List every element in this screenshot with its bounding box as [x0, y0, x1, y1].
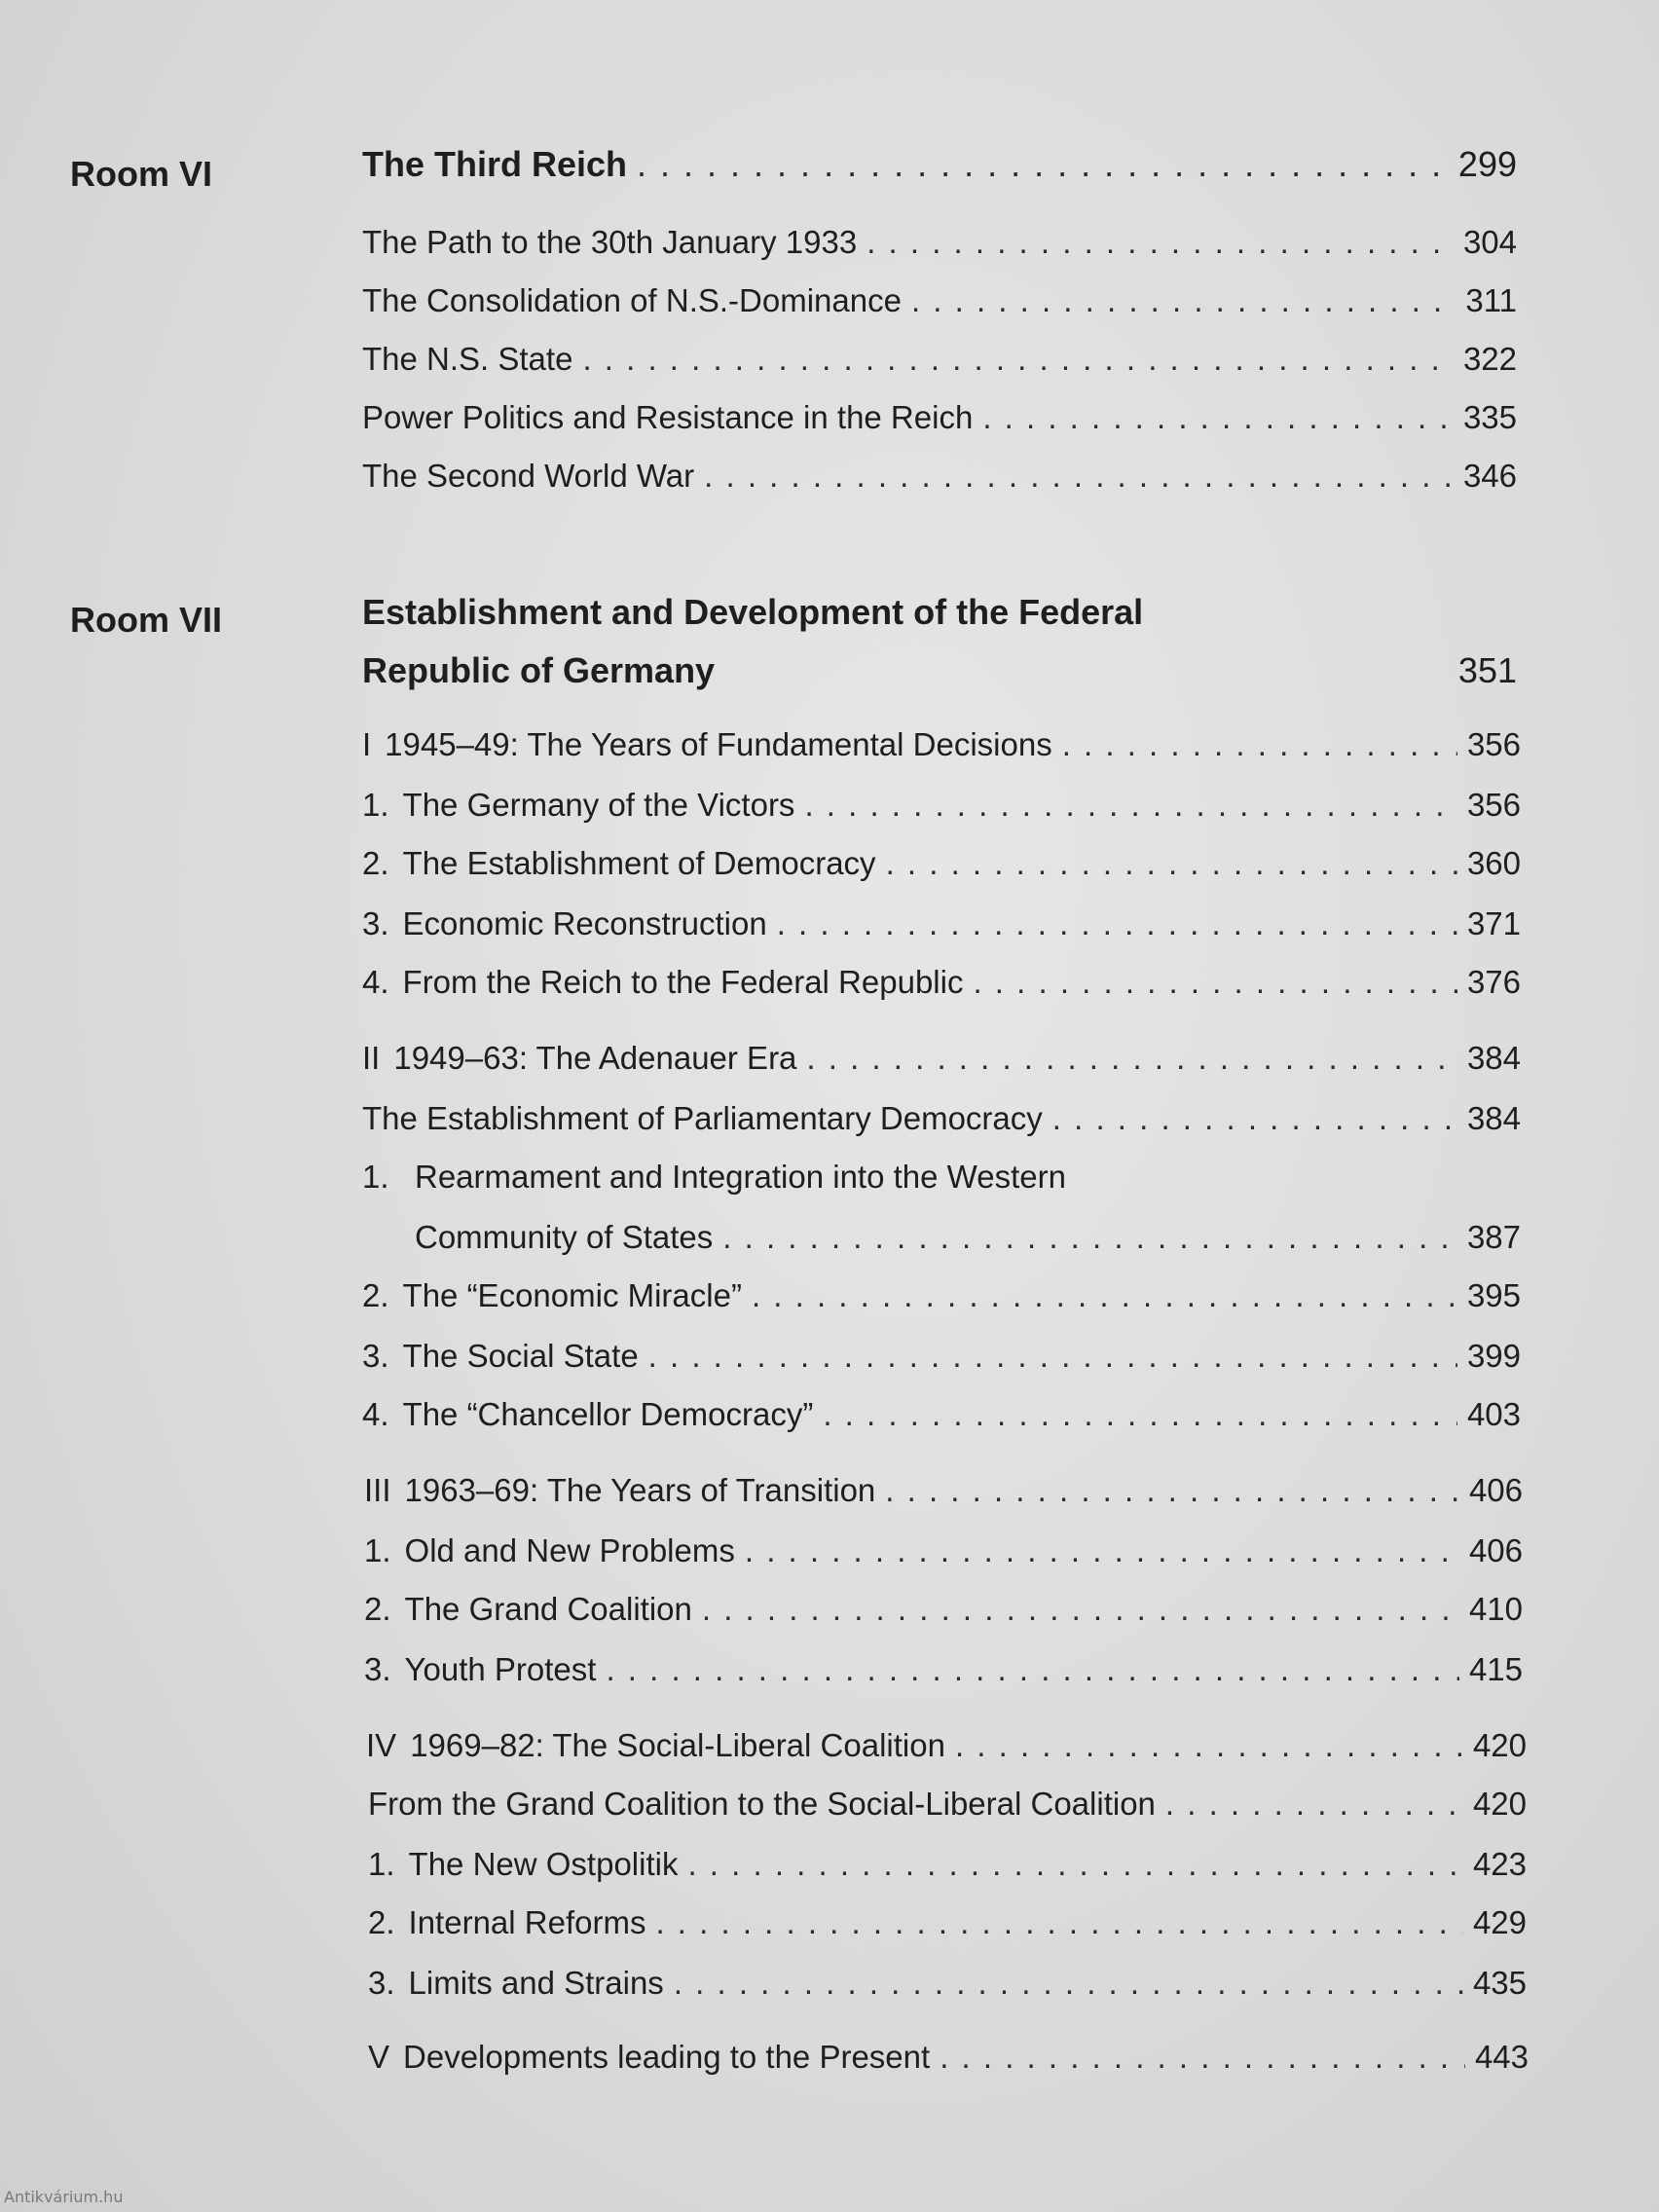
- toc-entry-title: The Consolidation of N.S.-Dominance: [362, 282, 902, 318]
- dot-leader: [745, 1532, 1459, 1569]
- dot-leader: [637, 144, 1449, 185]
- dot-leader: [777, 905, 1457, 942]
- dot-leader: [1062, 726, 1457, 763]
- toc-entry-title: Old and New Problems: [404, 1532, 735, 1568]
- toc-entry-title: 1969–82: The Social-Liberal Coalition: [410, 1727, 945, 1763]
- toc-entry-number: 4.: [362, 964, 389, 1000]
- dot-leader: [655, 1904, 1462, 1941]
- toc-entry-number: 1.: [362, 787, 389, 823]
- toc-entry-title: 1963–69: The Years of Transition: [404, 1472, 876, 1508]
- dot-leader: [911, 282, 1456, 319]
- toc-entry-number: I: [362, 726, 372, 762]
- toc-page-number: 311: [1465, 282, 1517, 318]
- dot-leader: [704, 458, 1454, 495]
- toc-entry-title: Power Politics and Resistance in the Reich: [362, 399, 974, 435]
- toc-entry-title: The Establishment of Democracy: [402, 845, 876, 881]
- dot-leader: [885, 1472, 1459, 1509]
- toc-page-number: 384: [1466, 1040, 1521, 1076]
- toc-entry-title: 1945–49: The Years of Fundamental Decisions: [385, 726, 1052, 762]
- toc-entry-title: 1949–63: The Adenauer Era: [393, 1040, 797, 1076]
- toc-entry: [362, 1338, 1521, 1375]
- toc-entry-number: 3.: [362, 1338, 389, 1374]
- watermark-logo: Antikvárium.hu: [4, 2188, 124, 2206]
- toc-heading-federal-republic: [362, 650, 1517, 691]
- dot-leader: [866, 224, 1454, 261]
- toc-page-number: 360: [1466, 845, 1521, 881]
- toc-entry: [362, 905, 1521, 942]
- toc-entry: [362, 1277, 1521, 1314]
- toc-entry: [362, 282, 1517, 319]
- toc-page-number: 376: [1466, 964, 1521, 1000]
- toc-page-number: 356: [1466, 787, 1521, 823]
- toc-entry-number: 2.: [364, 1591, 391, 1627]
- toc-page-number: 435: [1472, 1965, 1527, 2001]
- dot-leader: [1052, 1100, 1457, 1137]
- toc-entry-title: From the Reich to the Federal Republic: [402, 964, 964, 1000]
- toc-page-number: 423: [1472, 1846, 1527, 1882]
- toc-heading-title: The Third Reich: [362, 144, 628, 184]
- toc-entry: [362, 1396, 1521, 1433]
- toc-entry: [368, 1786, 1527, 1823]
- toc-entry-title: Economic Reconstruction: [402, 905, 767, 941]
- toc-page-number: 395: [1466, 1277, 1521, 1313]
- toc-entry-number: 1.: [362, 1159, 389, 1195]
- toc-entry-number: 2.: [362, 845, 389, 881]
- toc-entry: [368, 1846, 1527, 1883]
- toc-entry-number: II: [362, 1040, 381, 1076]
- toc-entry-number: 4.: [362, 1396, 389, 1432]
- toc-entry: [362, 845, 1521, 882]
- toc-entry: [368, 2039, 1529, 2076]
- toc-heading-federal-republic-line1: Establishment and Development of the Federal: [362, 592, 1144, 632]
- toc-entry: [362, 964, 1521, 1001]
- toc-entry-title: Youth Protest: [404, 1651, 597, 1687]
- toc-page-number: 387: [1466, 1219, 1521, 1255]
- toc-entry-title: The Social State: [402, 1338, 639, 1374]
- toc-entry-number: 2.: [368, 1904, 395, 1940]
- toc-entry: [415, 1219, 1521, 1256]
- toc-entry: [362, 726, 1521, 763]
- toc-entry: [362, 1159, 1066, 1196]
- toc-page-number: 410: [1468, 1591, 1523, 1627]
- toc-entry-title: The “Chancellor Democracy”: [402, 1396, 814, 1432]
- toc-page-number: 351: [1457, 650, 1517, 690]
- toc-entry-title: The Grand Coalition: [404, 1591, 692, 1627]
- dot-leader: [582, 341, 1454, 378]
- toc-heading-title: Republic of Germany: [362, 650, 716, 690]
- toc-entry-number: III: [364, 1472, 391, 1508]
- toc-page-number: 399: [1466, 1338, 1521, 1374]
- toc-entry: [362, 341, 1517, 378]
- toc-page-number: 322: [1462, 341, 1517, 377]
- toc-entry: [364, 1532, 1523, 1569]
- dot-leader: [955, 1727, 1463, 1764]
- toc-entry-title: The N.S. State: [362, 341, 573, 377]
- toc-entry: [362, 399, 1517, 436]
- dot-leader: [940, 2039, 1465, 2076]
- dot-leader: [702, 1591, 1459, 1628]
- dot-leader: [752, 1277, 1457, 1314]
- toc-entry-number: 3.: [362, 905, 389, 941]
- toc-entry: [362, 224, 1517, 261]
- toc-entry-title: Limits and Strains: [408, 1965, 664, 2001]
- dot-leader: [823, 1396, 1457, 1433]
- toc-page-number: 384: [1466, 1100, 1521, 1136]
- toc-page-number: 346: [1462, 458, 1517, 494]
- toc-entry-number: V: [368, 2039, 390, 2075]
- toc-page-number: 356: [1466, 726, 1521, 762]
- room-vi-label: Room VI: [70, 154, 213, 194]
- toc-page-number: 299: [1457, 144, 1517, 184]
- toc-entry-title: From the Grand Coalition to the Social-Liberal Coalition: [368, 1786, 1156, 1822]
- toc-entry-number: 3.: [364, 1651, 391, 1687]
- toc-entry-number: 1.: [368, 1846, 395, 1882]
- dot-leader: [648, 1338, 1457, 1375]
- toc-entry-title: The New Ostpolitik: [408, 1846, 679, 1882]
- dot-leader: [722, 1219, 1457, 1256]
- toc-page-number: 406: [1468, 1472, 1523, 1508]
- toc-entry-title: The Establishment of Parliamentary Democracy: [362, 1100, 1043, 1136]
- dot-leader: [674, 1965, 1463, 2002]
- dot-leader: [973, 964, 1456, 1001]
- dot-leader: [886, 845, 1457, 882]
- toc-entry-number: 1.: [364, 1532, 391, 1568]
- toc-entry: [362, 458, 1517, 495]
- dot-leader: [606, 1651, 1458, 1688]
- toc-entry-title: Rearmament and Integration into the Western: [415, 1159, 1066, 1195]
- toc-entry: [364, 1651, 1523, 1688]
- dot-leader: [806, 1040, 1457, 1077]
- toc-entry: [368, 1965, 1527, 2002]
- dot-leader: [804, 787, 1457, 824]
- toc-page-number: 420: [1472, 1727, 1527, 1763]
- toc-entry: [362, 1040, 1521, 1077]
- toc-page-number: 420: [1472, 1786, 1527, 1822]
- toc-page-number: 304: [1462, 224, 1517, 260]
- room-vii-label: Room VII: [70, 600, 223, 640]
- toc-entry: [364, 1472, 1523, 1509]
- toc-page-number: 429: [1472, 1904, 1527, 1940]
- toc-page-number: 403: [1466, 1396, 1521, 1432]
- dot-leader: [982, 399, 1454, 436]
- toc-entry-title: The Path to the 30th January 1933: [362, 224, 858, 260]
- toc-entry-number: 3.: [368, 1965, 395, 2001]
- toc-page-number: 335: [1462, 399, 1517, 435]
- toc-page-number: 443: [1474, 2039, 1529, 2075]
- toc-entry-number: IV: [366, 1727, 397, 1763]
- toc-page-number: 415: [1468, 1651, 1523, 1687]
- toc-entry-title: Community of States: [415, 1219, 714, 1255]
- toc-heading-third-reich: [362, 144, 1517, 185]
- toc-entry-title: Developments leading to the Present: [403, 2039, 931, 2075]
- dot-leader: [1165, 1786, 1463, 1823]
- toc-entry-title: The Second World War: [362, 458, 695, 494]
- toc-entry-title: The Germany of the Victors: [402, 787, 795, 823]
- toc-entry: [366, 1727, 1527, 1764]
- toc-entry: [362, 1100, 1521, 1137]
- dot-leader: [687, 1846, 1462, 1883]
- toc-entry: [368, 1904, 1527, 1941]
- toc-entry-title: Internal Reforms: [408, 1904, 646, 1940]
- toc-entry: [364, 1591, 1523, 1628]
- toc-page-number: 371: [1466, 905, 1521, 941]
- toc-page-number: 406: [1468, 1532, 1523, 1568]
- toc-entry-number: 2.: [362, 1277, 389, 1313]
- toc-entry: [362, 787, 1521, 824]
- toc-entry-title: The “Economic Miracle”: [402, 1277, 742, 1313]
